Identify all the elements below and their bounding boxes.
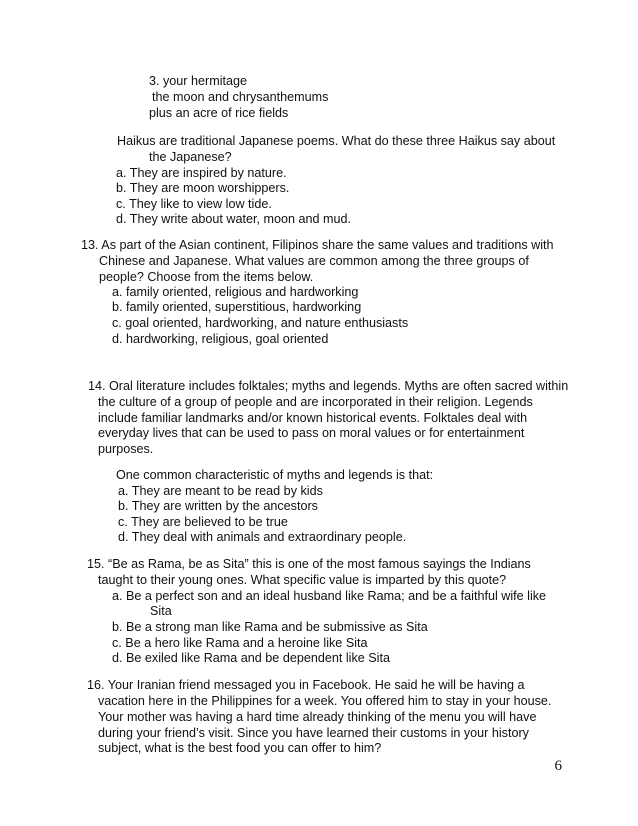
- question-13-option-d: d. hardworking, religious, goal oriented: [112, 332, 329, 346]
- haiku-line-1: 3. your hermitage: [149, 74, 248, 88]
- page-number: 6: [554, 758, 562, 774]
- question-13-option-a: a. family oriented, religious and hardworking: [112, 285, 359, 299]
- question-14-line-1: 14. Oral literature includes folktales; myths and legends. Myths are often sacred within: [88, 379, 569, 393]
- haiku-option-d: d. They write about water, moon and mud.: [116, 212, 351, 226]
- question-15-line-1: 15. “Be as Rama, be as Sita” this is one of the most famous sayings the Indians: [87, 557, 531, 571]
- question-13-line-1: 13. As part of the Asian continent, Filipinos share the same values and traditions with: [81, 238, 554, 252]
- question-16-line-5: subject, what is the best food you can offer to him?: [98, 741, 382, 755]
- question-14-line-4: everyday lives that can be used to pass on moral values or for entertainment: [98, 426, 525, 440]
- question-13-line-3: people? Choose from the items below.: [99, 270, 314, 284]
- haiku-line-2: the moon and chrysanthemums: [152, 90, 329, 104]
- haiku-option-c: c. They like to view low tide.: [116, 197, 272, 211]
- question-15-option-b: b. Be a strong man like Rama and be submissive as Sita: [112, 620, 428, 634]
- question-14-prompt: One common characteristic of myths and legends is that:: [116, 468, 434, 482]
- haiku-option-a: a. They are inspired by nature.: [116, 166, 287, 180]
- question-16-line-3: Your mother was having a hard time already thinking of the menu you will have: [98, 710, 537, 724]
- question-14-option-a: a. They are meant to be read by kids: [118, 484, 323, 498]
- question-13-option-c: c. goal oriented, hardworking, and nature enthusiasts: [112, 316, 409, 330]
- question-13-option-b: b. family oriented, superstitious, hardworking: [112, 300, 362, 314]
- haiku-option-b: b. They are moon worshippers.: [116, 181, 290, 195]
- question-15-line-2: taught to their young ones. What specific value is imparted by this quote?: [98, 573, 507, 587]
- question-14-line-5: purposes.: [98, 442, 154, 456]
- question-15-option-d: d. Be exiled like Rama and be dependent like Sita: [112, 651, 390, 665]
- question-14-option-c: c. They are believed to be true: [118, 515, 288, 529]
- question-15-option-a-cont: Sita: [150, 604, 172, 618]
- haiku-question-line-2: the Japanese?: [149, 150, 232, 164]
- question-16-line-4: during your friend’s visit. Since you have learned their customs in your history: [98, 726, 529, 740]
- question-14-option-d: d. They deal with animals and extraordinary people.: [118, 530, 407, 544]
- question-15-option-a: a. Be a perfect son and an ideal husband like Rama; and be a faithful wife like: [112, 589, 547, 603]
- question-16-line-2: vacation here in the Philippines for a week. You offered him to stay in your house.: [98, 694, 552, 708]
- question-14-line-3: include familiar landmarks and/or known historical events. Folktales deal with: [98, 411, 528, 425]
- haiku-question-line-1: Haikus are traditional Japanese poems. What do these three Haikus say about: [117, 134, 556, 148]
- question-14-line-2: the culture of a group of people and are incorporated in their religion. Legends: [98, 395, 533, 409]
- question-14-option-b: b. They are written by the ancestors: [118, 499, 318, 513]
- haiku-line-3: plus an acre of rice fields: [149, 106, 289, 120]
- question-13-line-2: Chinese and Japanese. What values are common among the three groups of: [99, 254, 529, 268]
- question-16-line-1: 16. Your Iranian friend messaged you in Facebook. He said he will be having a: [87, 678, 525, 692]
- question-15-option-c: c. Be a hero like Rama and a heroine like Sita: [112, 636, 368, 650]
